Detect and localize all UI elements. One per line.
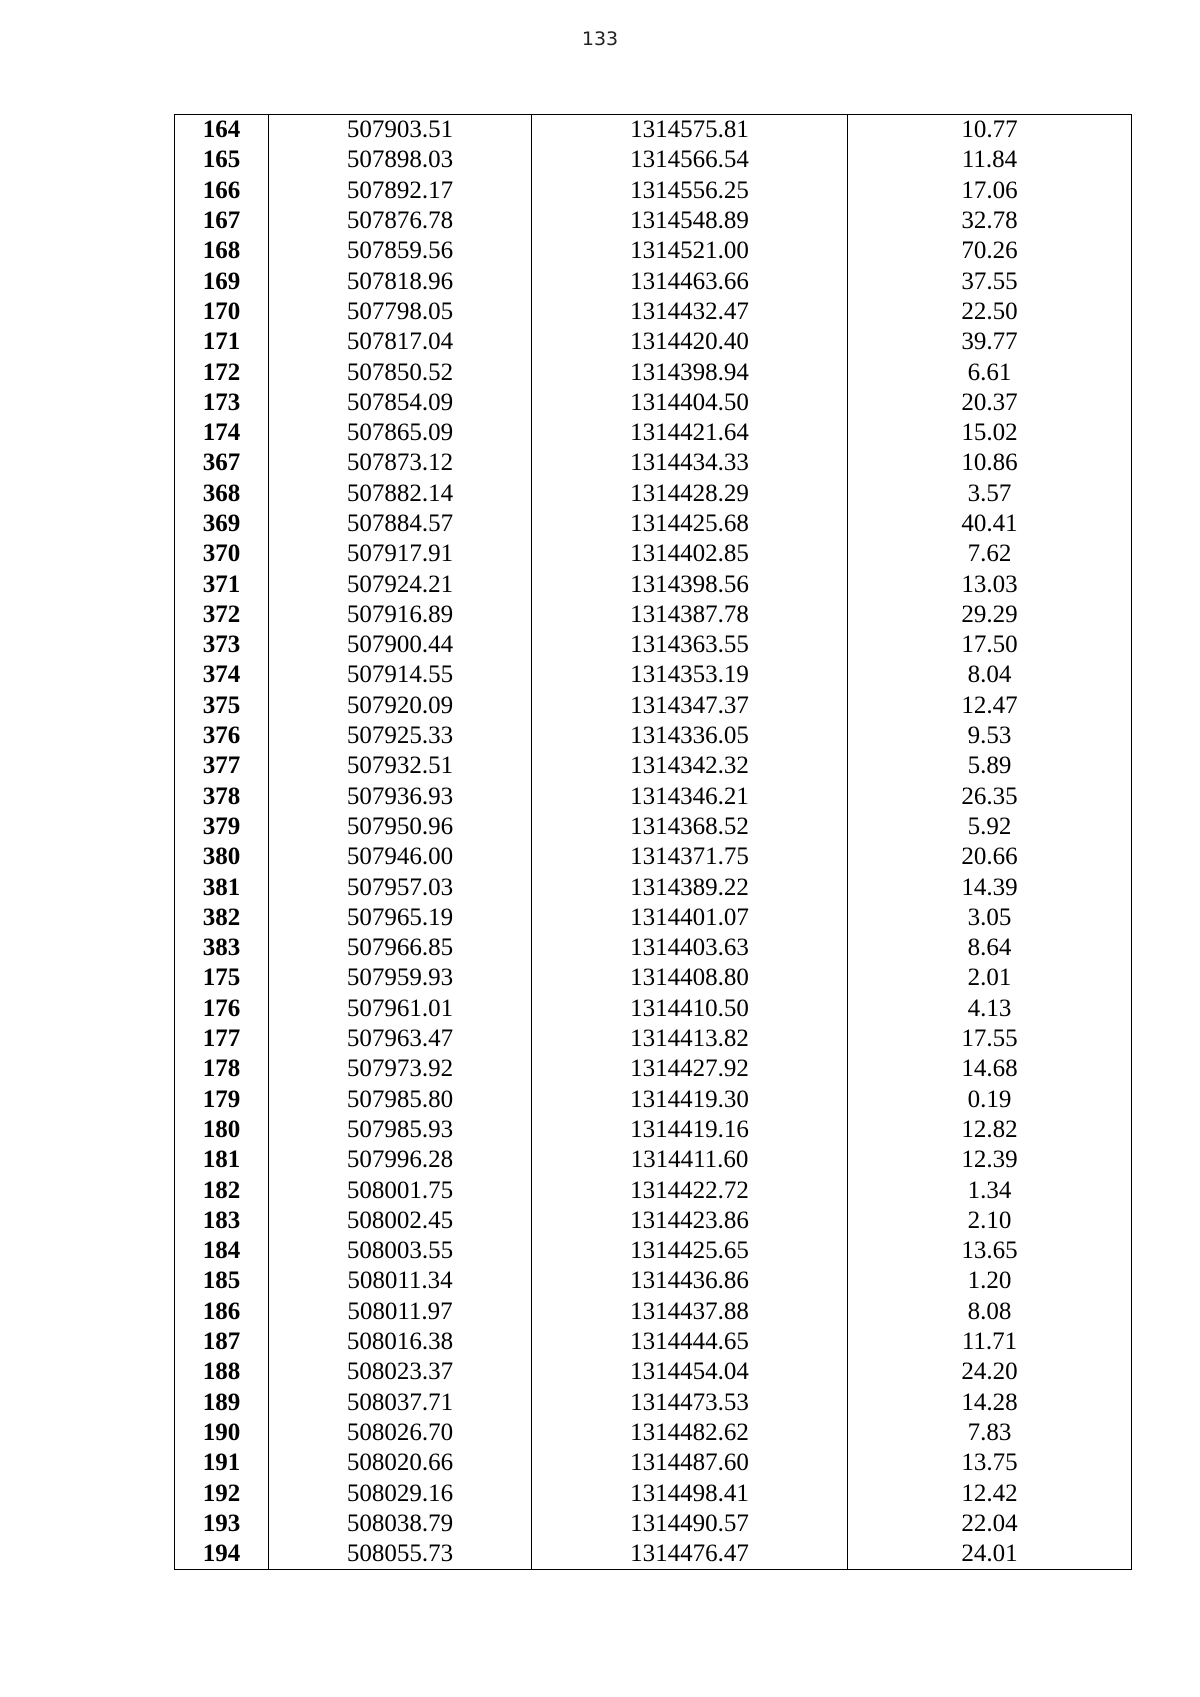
y-coordinate-cell: 1314336.05	[532, 721, 848, 751]
distance-cell: 10.86	[848, 448, 1132, 478]
x-coordinate-cell: 507818.96	[269, 266, 532, 296]
point-number-cell: 173	[175, 388, 269, 418]
point-number-cell: 187	[175, 1327, 269, 1357]
y-coordinate-cell: 1314423.86	[532, 1206, 848, 1236]
y-coordinate-cell: 1314521.00	[532, 236, 848, 266]
table-row	[175, 842, 1132, 872]
x-coordinate-cell: 507950.96	[269, 812, 532, 842]
point-number-cell: 166	[175, 176, 269, 206]
y-coordinate-cell: 1314419.16	[532, 1115, 848, 1145]
table-row	[175, 176, 1132, 206]
point-number-cell: 167	[175, 206, 269, 236]
y-coordinate-cell: 1314398.56	[532, 569, 848, 599]
table-row	[175, 812, 1132, 842]
y-coordinate-cell: 1314556.25	[532, 176, 848, 206]
distance-cell: 40.41	[848, 509, 1132, 539]
y-coordinate-cell: 1314353.19	[532, 660, 848, 690]
table-row	[175, 1387, 1132, 1417]
distance-cell: 14.39	[848, 872, 1132, 902]
page-number: 133	[581, 28, 619, 50]
x-coordinate-cell: 508055.73	[269, 1539, 532, 1570]
x-coordinate-cell: 508029.16	[269, 1478, 532, 1508]
distance-cell: 1.20	[848, 1266, 1132, 1296]
y-coordinate-cell: 1314476.47	[532, 1539, 848, 1570]
point-number-cell: 377	[175, 751, 269, 781]
table-row	[175, 1115, 1132, 1145]
x-coordinate-cell: 507946.00	[269, 842, 532, 872]
y-coordinate-cell: 1314487.60	[532, 1448, 848, 1478]
table-row	[175, 1024, 1132, 1054]
distance-cell: 0.19	[848, 1085, 1132, 1115]
distance-cell: 20.66	[848, 842, 1132, 872]
x-coordinate-cell: 508038.79	[269, 1509, 532, 1539]
table-row	[175, 1236, 1132, 1266]
x-coordinate-cell: 507957.03	[269, 872, 532, 902]
x-coordinate-cell: 507900.44	[269, 630, 532, 660]
y-coordinate-cell: 1314420.40	[532, 327, 848, 357]
point-number-cell: 381	[175, 872, 269, 902]
table-row	[175, 751, 1132, 781]
point-number-cell: 192	[175, 1478, 269, 1508]
x-coordinate-cell: 507996.28	[269, 1145, 532, 1175]
point-number-cell: 169	[175, 266, 269, 296]
distance-cell: 22.04	[848, 1509, 1132, 1539]
y-coordinate-cell: 1314413.82	[532, 1024, 848, 1054]
distance-cell: 13.75	[848, 1448, 1132, 1478]
y-coordinate-cell: 1314422.72	[532, 1175, 848, 1205]
x-coordinate-cell: 507903.51	[269, 115, 532, 146]
x-coordinate-cell: 507916.89	[269, 600, 532, 630]
y-coordinate-cell: 1314473.53	[532, 1387, 848, 1417]
point-number-cell: 375	[175, 691, 269, 721]
y-coordinate-cell: 1314566.54	[532, 145, 848, 175]
table-row	[175, 115, 1132, 146]
x-coordinate-cell: 508016.38	[269, 1327, 532, 1357]
point-number-cell: 184	[175, 1236, 269, 1266]
point-number-cell: 178	[175, 1054, 269, 1084]
x-coordinate-cell: 508003.55	[269, 1236, 532, 1266]
y-coordinate-cell: 1314463.66	[532, 266, 848, 296]
distance-cell: 39.77	[848, 327, 1132, 357]
point-number-cell: 189	[175, 1387, 269, 1417]
distance-cell: 4.13	[848, 994, 1132, 1024]
table-row	[175, 691, 1132, 721]
table-row	[175, 327, 1132, 357]
y-coordinate-cell: 1314404.50	[532, 388, 848, 418]
y-coordinate-cell: 1314498.41	[532, 1478, 848, 1508]
point-number-cell: 194	[175, 1539, 269, 1570]
y-coordinate-cell: 1314437.88	[532, 1297, 848, 1327]
x-coordinate-cell: 507920.09	[269, 691, 532, 721]
table-row	[175, 1054, 1132, 1084]
point-number-cell: 172	[175, 357, 269, 387]
distance-cell: 70.26	[848, 236, 1132, 266]
point-number-cell: 171	[175, 327, 269, 357]
point-number-cell: 174	[175, 418, 269, 448]
distance-cell: 14.28	[848, 1387, 1132, 1417]
table-row	[175, 479, 1132, 509]
distance-cell: 3.05	[848, 903, 1132, 933]
distance-cell: 2.10	[848, 1206, 1132, 1236]
y-coordinate-cell: 1314410.50	[532, 994, 848, 1024]
y-coordinate-cell: 1314436.86	[532, 1266, 848, 1296]
point-number-cell: 383	[175, 933, 269, 963]
x-coordinate-cell: 507917.91	[269, 539, 532, 569]
distance-cell: 12.82	[848, 1115, 1132, 1145]
table-row	[175, 1509, 1132, 1539]
distance-cell: 32.78	[848, 206, 1132, 236]
x-coordinate-cell: 507973.92	[269, 1054, 532, 1084]
y-coordinate-cell: 1314387.78	[532, 600, 848, 630]
y-coordinate-cell: 1314454.04	[532, 1357, 848, 1387]
distance-cell: 37.55	[848, 266, 1132, 296]
distance-cell: 12.47	[848, 691, 1132, 721]
y-coordinate-cell: 1314408.80	[532, 963, 848, 993]
table-row	[175, 388, 1132, 418]
x-coordinate-cell: 507959.93	[269, 963, 532, 993]
y-coordinate-cell: 1314419.30	[532, 1085, 848, 1115]
y-coordinate-cell: 1314421.64	[532, 418, 848, 448]
x-coordinate-cell: 508023.37	[269, 1357, 532, 1387]
point-number-cell: 193	[175, 1509, 269, 1539]
y-coordinate-cell: 1314425.68	[532, 509, 848, 539]
distance-cell: 8.08	[848, 1297, 1132, 1327]
x-coordinate-cell: 507798.05	[269, 297, 532, 327]
table-row	[175, 1357, 1132, 1387]
table-row	[175, 630, 1132, 660]
distance-cell: 2.01	[848, 963, 1132, 993]
point-number-cell: 176	[175, 994, 269, 1024]
table-row	[175, 206, 1132, 236]
x-coordinate-cell: 508001.75	[269, 1175, 532, 1205]
y-coordinate-cell: 1314398.94	[532, 357, 848, 387]
distance-cell: 3.57	[848, 479, 1132, 509]
distance-cell: 11.71	[848, 1327, 1132, 1357]
y-coordinate-cell: 1314444.65	[532, 1327, 848, 1357]
table-row	[175, 1145, 1132, 1175]
distance-cell: 24.01	[848, 1539, 1132, 1570]
point-number-cell: 165	[175, 145, 269, 175]
distance-cell: 5.89	[848, 751, 1132, 781]
y-coordinate-cell: 1314425.65	[532, 1236, 848, 1266]
point-number-cell: 190	[175, 1418, 269, 1448]
distance-cell: 6.61	[848, 357, 1132, 387]
table-row	[175, 448, 1132, 478]
table-row	[175, 903, 1132, 933]
distance-cell: 10.77	[848, 115, 1132, 146]
coordinates-table-body	[175, 115, 1132, 1570]
point-number-cell: 185	[175, 1266, 269, 1296]
table-row	[175, 872, 1132, 902]
table-row	[175, 1266, 1132, 1296]
y-coordinate-cell: 1314363.55	[532, 630, 848, 660]
point-number-cell: 179	[175, 1085, 269, 1115]
distance-cell: 29.29	[848, 600, 1132, 630]
y-coordinate-cell: 1314401.07	[532, 903, 848, 933]
x-coordinate-cell: 507873.12	[269, 448, 532, 478]
point-number-cell: 372	[175, 600, 269, 630]
table-row	[175, 1539, 1132, 1570]
x-coordinate-cell: 507924.21	[269, 569, 532, 599]
distance-cell: 15.02	[848, 418, 1132, 448]
distance-cell: 8.64	[848, 933, 1132, 963]
coordinates-table	[174, 114, 1132, 1570]
point-number-cell: 177	[175, 1024, 269, 1054]
y-coordinate-cell: 1314368.52	[532, 812, 848, 842]
point-number-cell: 367	[175, 448, 269, 478]
point-number-cell: 376	[175, 721, 269, 751]
table-row	[175, 357, 1132, 387]
distance-cell: 1.34	[848, 1175, 1132, 1205]
y-coordinate-cell: 1314548.89	[532, 206, 848, 236]
x-coordinate-cell: 507850.52	[269, 357, 532, 387]
table-row	[175, 1297, 1132, 1327]
y-coordinate-cell: 1314346.21	[532, 782, 848, 812]
table-row	[175, 1478, 1132, 1508]
y-coordinate-cell: 1314428.29	[532, 479, 848, 509]
table-row	[175, 1448, 1132, 1478]
y-coordinate-cell: 1314342.32	[532, 751, 848, 781]
point-number-cell: 180	[175, 1115, 269, 1145]
point-number-cell: 380	[175, 842, 269, 872]
point-number-cell: 181	[175, 1145, 269, 1175]
table-row	[175, 1175, 1132, 1205]
table-row	[175, 994, 1132, 1024]
y-coordinate-cell: 1314347.37	[532, 691, 848, 721]
point-number-cell: 168	[175, 236, 269, 266]
point-number-cell: 374	[175, 660, 269, 690]
table-row	[175, 660, 1132, 690]
distance-cell: 5.92	[848, 812, 1132, 842]
distance-cell: 17.55	[848, 1024, 1132, 1054]
point-number-cell: 373	[175, 630, 269, 660]
point-number-cell: 182	[175, 1175, 269, 1205]
x-coordinate-cell: 507817.04	[269, 327, 532, 357]
table-row	[175, 1085, 1132, 1115]
table-row	[175, 297, 1132, 327]
table-row	[175, 782, 1132, 812]
distance-cell: 26.35	[848, 782, 1132, 812]
table-row	[175, 933, 1132, 963]
x-coordinate-cell: 507892.17	[269, 176, 532, 206]
table-row	[175, 1327, 1132, 1357]
distance-cell: 9.53	[848, 721, 1132, 751]
table-row	[175, 145, 1132, 175]
distance-cell: 13.65	[848, 1236, 1132, 1266]
table-row	[175, 600, 1132, 630]
point-number-cell: 186	[175, 1297, 269, 1327]
table-row	[175, 1206, 1132, 1236]
point-number-cell: 382	[175, 903, 269, 933]
table-row	[175, 569, 1132, 599]
x-coordinate-cell: 507859.56	[269, 236, 532, 266]
table-row	[175, 539, 1132, 569]
table-row	[175, 266, 1132, 296]
point-number-cell: 378	[175, 782, 269, 812]
point-number-cell: 191	[175, 1448, 269, 1478]
x-coordinate-cell: 508026.70	[269, 1418, 532, 1448]
distance-cell: 22.50	[848, 297, 1132, 327]
table-row	[175, 963, 1132, 993]
x-coordinate-cell: 508002.45	[269, 1206, 532, 1236]
y-coordinate-cell: 1314389.22	[532, 872, 848, 902]
y-coordinate-cell: 1314490.57	[532, 1509, 848, 1539]
x-coordinate-cell: 507925.33	[269, 721, 532, 751]
x-coordinate-cell: 507961.01	[269, 994, 532, 1024]
x-coordinate-cell: 508011.97	[269, 1297, 532, 1327]
y-coordinate-cell: 1314434.33	[532, 448, 848, 478]
distance-cell: 20.37	[848, 388, 1132, 418]
point-number-cell: 164	[175, 115, 269, 146]
distance-cell: 14.68	[848, 1054, 1132, 1084]
distance-cell: 13.03	[848, 569, 1132, 599]
x-coordinate-cell: 507985.80	[269, 1085, 532, 1115]
distance-cell: 12.42	[848, 1478, 1132, 1508]
point-number-cell: 368	[175, 479, 269, 509]
x-coordinate-cell: 507936.93	[269, 782, 532, 812]
point-number-cell: 379	[175, 812, 269, 842]
table-row	[175, 1418, 1132, 1448]
x-coordinate-cell: 508037.71	[269, 1387, 532, 1417]
y-coordinate-cell: 1314432.47	[532, 297, 848, 327]
y-coordinate-cell: 1314403.63	[532, 933, 848, 963]
x-coordinate-cell: 507884.57	[269, 509, 532, 539]
distance-cell: 8.04	[848, 660, 1132, 690]
x-coordinate-cell: 508020.66	[269, 1448, 532, 1478]
x-coordinate-cell: 507882.14	[269, 479, 532, 509]
x-coordinate-cell: 507898.03	[269, 145, 532, 175]
x-coordinate-cell: 507966.85	[269, 933, 532, 963]
table-row	[175, 509, 1132, 539]
point-number-cell: 188	[175, 1357, 269, 1387]
point-number-cell: 371	[175, 569, 269, 599]
point-number-cell: 170	[175, 297, 269, 327]
distance-cell: 7.83	[848, 1418, 1132, 1448]
x-coordinate-cell: 508011.34	[269, 1266, 532, 1296]
y-coordinate-cell: 1314482.62	[532, 1418, 848, 1448]
point-number-cell: 183	[175, 1206, 269, 1236]
x-coordinate-cell: 507854.09	[269, 388, 532, 418]
y-coordinate-cell: 1314427.92	[532, 1054, 848, 1084]
y-coordinate-cell: 1314411.60	[532, 1145, 848, 1175]
distance-cell: 7.62	[848, 539, 1132, 569]
table-row	[175, 236, 1132, 266]
y-coordinate-cell: 1314575.81	[532, 115, 848, 146]
point-number-cell: 370	[175, 539, 269, 569]
distance-cell: 11.84	[848, 145, 1132, 175]
distance-cell: 24.20	[848, 1357, 1132, 1387]
distance-cell: 17.50	[848, 630, 1132, 660]
y-coordinate-cell: 1314371.75	[532, 842, 848, 872]
x-coordinate-cell: 507914.55	[269, 660, 532, 690]
x-coordinate-cell: 507932.51	[269, 751, 532, 781]
table-row	[175, 721, 1132, 751]
y-coordinate-cell: 1314402.85	[532, 539, 848, 569]
point-number-cell: 369	[175, 509, 269, 539]
x-coordinate-cell: 507865.09	[269, 418, 532, 448]
x-coordinate-cell: 507985.93	[269, 1115, 532, 1145]
distance-cell: 17.06	[848, 176, 1132, 206]
distance-cell: 12.39	[848, 1145, 1132, 1175]
point-number-cell: 175	[175, 963, 269, 993]
x-coordinate-cell: 507963.47	[269, 1024, 532, 1054]
x-coordinate-cell: 507965.19	[269, 903, 532, 933]
x-coordinate-cell: 507876.78	[269, 206, 532, 236]
table-row	[175, 418, 1132, 448]
